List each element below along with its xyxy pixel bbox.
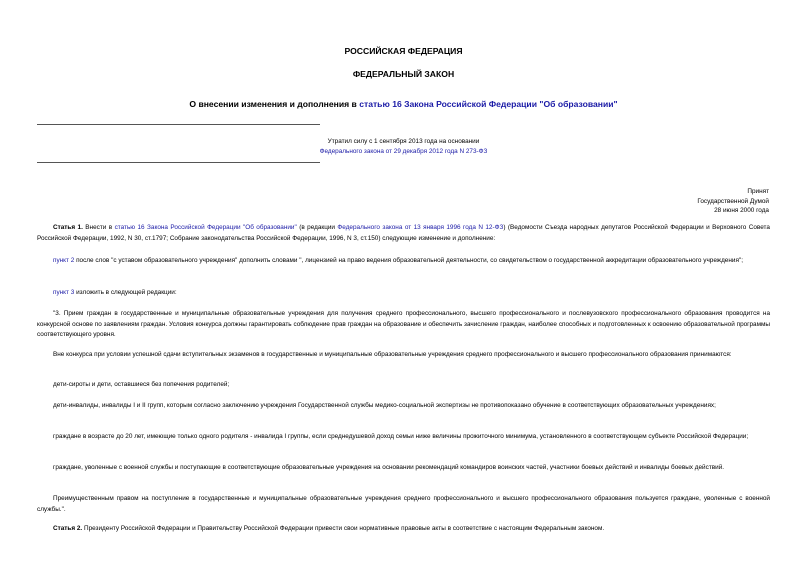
accepted-line: Принят xyxy=(747,188,769,195)
quote-paragraph-6: граждане, уволенные с военной службы и поступающие в соответствующие образовательные учреждения на основании рекомендаций командиров воинских частей, участники боевых действий и инвалиды боевых действий. xyxy=(53,464,725,471)
article-2 xyxy=(37,524,770,535)
article-1 xyxy=(37,223,770,244)
article-1-label: Статья 1. xyxy=(53,224,83,231)
law-title-link[interactable]: статью 16 Закона Российской Федерации "Об образовании" xyxy=(359,99,618,109)
quote-paragraph-2: Вне конкурса при условии успешной сдачи вступительных экзаменов в государственные и муниципальные образовательные учреждения среднего профессионального и высшего профессионального образования принимаются: xyxy=(53,351,732,358)
accepted-block xyxy=(697,187,769,216)
divider-top xyxy=(37,124,320,125)
quote-paragraph-1: "3. Прием граждан в государственные и муниципальные образовательные учреждения для получения среднего профессионального, высшего профессионального и послевузовского профессионального образования проводится на конкурсной основе по заявлениям граждан. Условия конкурса должны гарантировать соблюдение прав граждан на образование и обеспечить зачисление граждан, наиболее способных и подготовленных к освоению образовательной программы соответствующего уровня. xyxy=(37,310,770,339)
article-2-label: Статья 2. xyxy=(53,525,83,532)
quote-paragraph-7: Преимущественным правом на поступление в государственные и муниципальные образовательные учреждения среднего профессионального и высшего профессионального образования пользуется граждане, уволенные с военной службы.". xyxy=(37,495,770,513)
repeal-law-link[interactable]: Федерального закона от 29 декабря 2012 года N 273-ФЗ xyxy=(319,148,488,155)
item-2-paragraph xyxy=(37,256,770,267)
law-type-heading: ФЕДЕРАЛЬНЫЙ ЗАКОН xyxy=(352,69,455,79)
law-title xyxy=(0,99,807,109)
divider-bottom xyxy=(37,162,320,163)
law-title-prefix: О внесении изменения и дополнения в xyxy=(189,99,357,109)
article-1-text-c: ) (Ведомости Съезда народных депутатов Российской Федерации и Верховного Совета Российской Федерации, 1992, N 30, ст.1797; Собрание законодательства Российской Федерации, 1996, N 3, ст.150) следующие изменение и дополнение: xyxy=(37,224,770,242)
item-2-link[interactable]: пункт 2 xyxy=(53,257,75,264)
status-note-text: Утратил силу с 1 сентября 2013 года на основании xyxy=(327,138,480,145)
law-12fz-link[interactable]: Федерального закона от 13 января 1996 года N 12-ФЗ xyxy=(337,224,504,231)
accepted-date: 28 июня 2000 года xyxy=(714,207,769,215)
quote-paragraph-3: дети-сироты и дети, оставшиеся без попечения родителей; xyxy=(53,381,230,388)
status-note xyxy=(37,137,770,157)
quote-paragraph-4: дети-инвалиды, инвалиды I и II групп, которым согласно заключению учреждения Государственной службы медико-социальной экспертизы не противопоказано обучение в соответствующих образовательных учреждениях; xyxy=(53,402,716,409)
article-16-link[interactable]: статью 16 Закона Российской Федерации "Об образовании" xyxy=(114,224,297,231)
article-2-text: Президенту Российской Федерации и Правительству Российской Федерации привести свои нормативные правовые акты в соответствие с настоящим Федеральным законом. xyxy=(82,525,605,532)
article-1-text-a: Внести в xyxy=(82,224,115,231)
quote-paragraph-5: граждане в возрасте до 20 лет, имеющие только одного родителя - инвалида I группы, если среднедушевой доход семьи ниже величины прожиточного минимума, установленного в соответствующем субъекте Российской Федерации; xyxy=(53,433,749,440)
item-3-text: изложить в следующей редакции: xyxy=(74,289,177,296)
article-1-text-b: (в редакции xyxy=(296,224,338,231)
accepted-by: Государственной Думой xyxy=(697,197,769,205)
country-heading: РОССИЙСКАЯ ФЕДЕРАЦИЯ xyxy=(344,46,463,56)
item-3-paragraph xyxy=(37,288,770,299)
item-2-text: после слов "с уставом образовательного учреждения" дополнить словами ", лицензией на право ведения образовательной деятельности, со свидетельством о государственной аккредитации образовательного учреждения"; xyxy=(74,257,743,264)
item-3-link[interactable]: пункт 3 xyxy=(53,289,75,296)
